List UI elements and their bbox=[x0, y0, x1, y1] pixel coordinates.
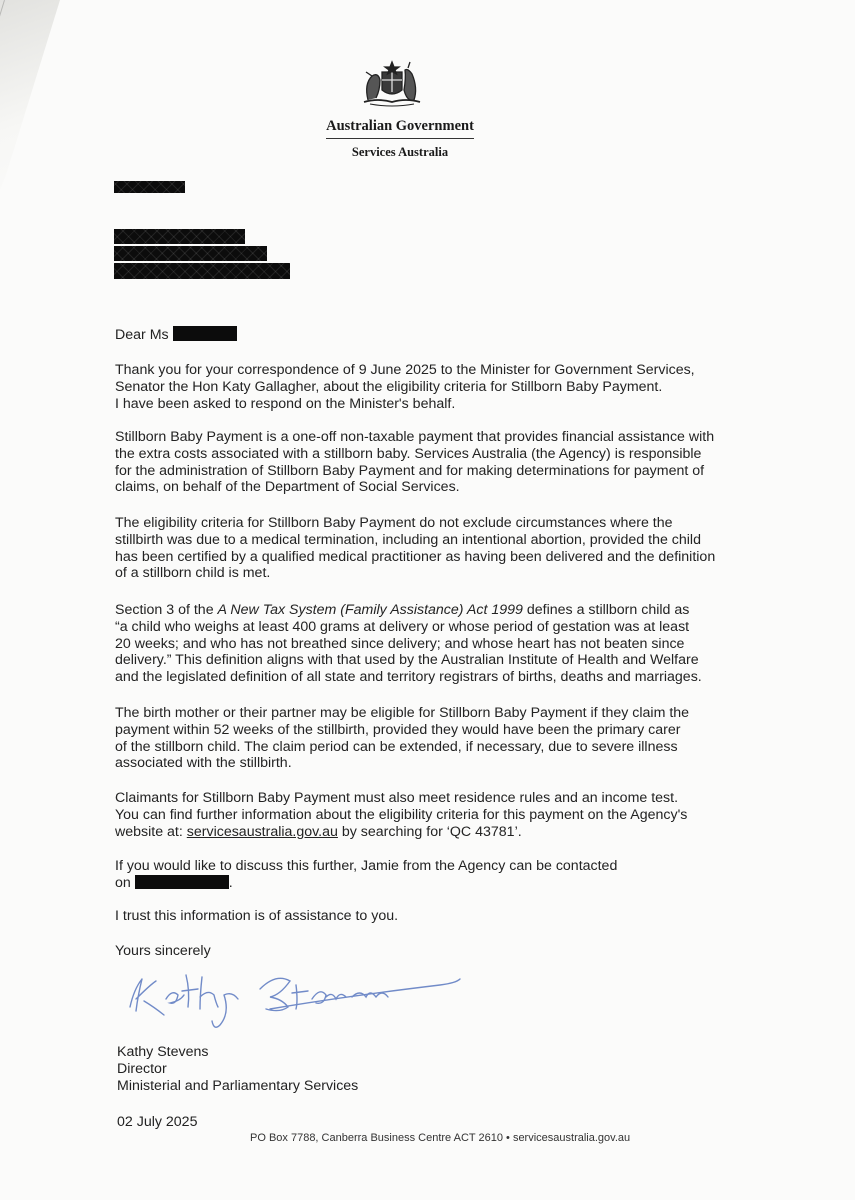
footer-website[interactable]: servicesaustralia.gov.au bbox=[512, 1132, 631, 1144]
text-line: The birth mother or their partner may be eligible for Stillborn Baby Payment if they claim the bbox=[115, 705, 690, 721]
body-paragraph bbox=[115, 515, 755, 582]
letter-date: 02 July 2025 bbox=[117, 1114, 198, 1130]
redacted-name bbox=[173, 326, 237, 341]
paper-fold bbox=[0, 0, 60, 200]
text-fragment: Section 3 of the bbox=[115, 602, 218, 618]
text-line: Thank you for your correspondence of 9 June 2025 to the Minister for Government Services, bbox=[115, 362, 695, 378]
closing-text: Yours sincerely bbox=[115, 943, 211, 959]
signatory-title: Director bbox=[117, 1061, 167, 1077]
text-line: I have been asked to respond on the Minister's behalf. bbox=[115, 395, 456, 412]
text-line: stillbirth was due to a medical termination, including an intentional abortion, provided the child bbox=[115, 531, 701, 548]
letterhead-rule bbox=[326, 138, 474, 139]
body-paragraph bbox=[115, 790, 755, 840]
body-paragraph bbox=[115, 429, 755, 496]
body-paragraph bbox=[115, 908, 755, 925]
text-fragment: website at: bbox=[115, 823, 187, 840]
footer-address: PO Box 7788, Canberra Business Centre ACT 2610 bbox=[250, 1132, 503, 1144]
salutation-text: Dear Ms bbox=[115, 327, 169, 343]
text-line: Claimants for Stillborn Baby Payment must also meet residence rules and an income test. bbox=[115, 790, 679, 806]
signatory-block bbox=[117, 1044, 358, 1095]
text-line bbox=[115, 824, 755, 841]
handwritten-signature bbox=[120, 955, 480, 1035]
text-fragment: on bbox=[115, 874, 131, 891]
text-fragment: . bbox=[228, 874, 233, 891]
text-line: of the stillborn child. The claim period can be extended, if necessary, due to severe illness bbox=[115, 738, 678, 755]
text-line: “a child who weighs at least 400 grams at delivery or whose period of gestation was at least bbox=[115, 618, 690, 635]
text-line: I trust this information is of assistance to you. bbox=[115, 908, 399, 924]
text-line: payment within 52 weeks of the stillbirth, provided they would have been the primary carer bbox=[115, 721, 681, 738]
salutation bbox=[115, 326, 237, 343]
footer bbox=[250, 1132, 650, 1144]
redacted-reference bbox=[114, 181, 185, 193]
signatory-unit: Ministerial and Parliamentary Services bbox=[117, 1078, 359, 1094]
redacted-phone bbox=[135, 875, 229, 889]
text-fragment: by searching for ‘QC 43781’. bbox=[337, 823, 522, 840]
government-title: Australian Government bbox=[326, 118, 474, 134]
text-fragment: defines a stillborn child as bbox=[522, 602, 690, 618]
redacted-address-line bbox=[114, 229, 245, 244]
body-paragraph bbox=[115, 602, 755, 686]
text-line: 20 weeks; and who has not breathed since delivery; and whose heart has not beaten since bbox=[115, 635, 685, 652]
text-line: has been certified by a qualified medical practitioner as having been delivered and the definition bbox=[115, 548, 716, 565]
text-line: of a stillborn child is met. bbox=[115, 565, 271, 582]
text-line: If you would like to discuss this further, Jamie from the Agency can be contacted bbox=[115, 858, 618, 874]
text-line: You can find further information about the eligibility criteria for this payment on the Agency's bbox=[115, 806, 688, 823]
signatory-name: Kathy Stevens bbox=[117, 1044, 209, 1060]
website-link[interactable]: servicesaustralia.gov.au bbox=[186, 823, 338, 840]
text-line: the extra costs associated with a stillborn baby. Services Australia (the Agency) is responsible bbox=[115, 445, 702, 462]
agency-name: Services Australia bbox=[351, 145, 449, 159]
act-title: A New Tax System (Family Assistance) Act 1999 bbox=[217, 602, 523, 618]
redacted-address-line bbox=[114, 263, 290, 279]
redacted-address-line bbox=[114, 246, 267, 261]
body-paragraph bbox=[115, 858, 755, 892]
text-line: delivery.” This definition aligns with that used by the Australian Institute of Health and Welfare bbox=[115, 652, 699, 669]
text-line: claims, on behalf of the Department of Social Services. bbox=[115, 479, 460, 496]
text-line bbox=[115, 602, 755, 619]
text-line: Stillborn Baby Payment is a one-off non-taxable payment that provides financial assistance with bbox=[115, 429, 715, 445]
text-line: Senator the Hon Katy Gallagher, about the eligibility criteria for Stillborn Baby Payment. bbox=[115, 378, 663, 395]
text-line: and the legislated definition of all state and territory registrars of births, deaths and marriages. bbox=[115, 669, 702, 686]
text-line: associated with the stillbirth. bbox=[115, 755, 292, 772]
body-paragraph bbox=[115, 362, 755, 412]
coat-of-arms-icon bbox=[358, 58, 426, 108]
text-line: The eligibility criteria for Stillborn Baby Payment do not exclude circumstances where the bbox=[115, 515, 673, 531]
footer-separator: • bbox=[506, 1132, 510, 1144]
text-line bbox=[115, 875, 755, 892]
body-paragraph bbox=[115, 705, 755, 772]
text-line: for the administration of Stillborn Baby Payment and for making determinations for payment of bbox=[115, 462, 705, 479]
